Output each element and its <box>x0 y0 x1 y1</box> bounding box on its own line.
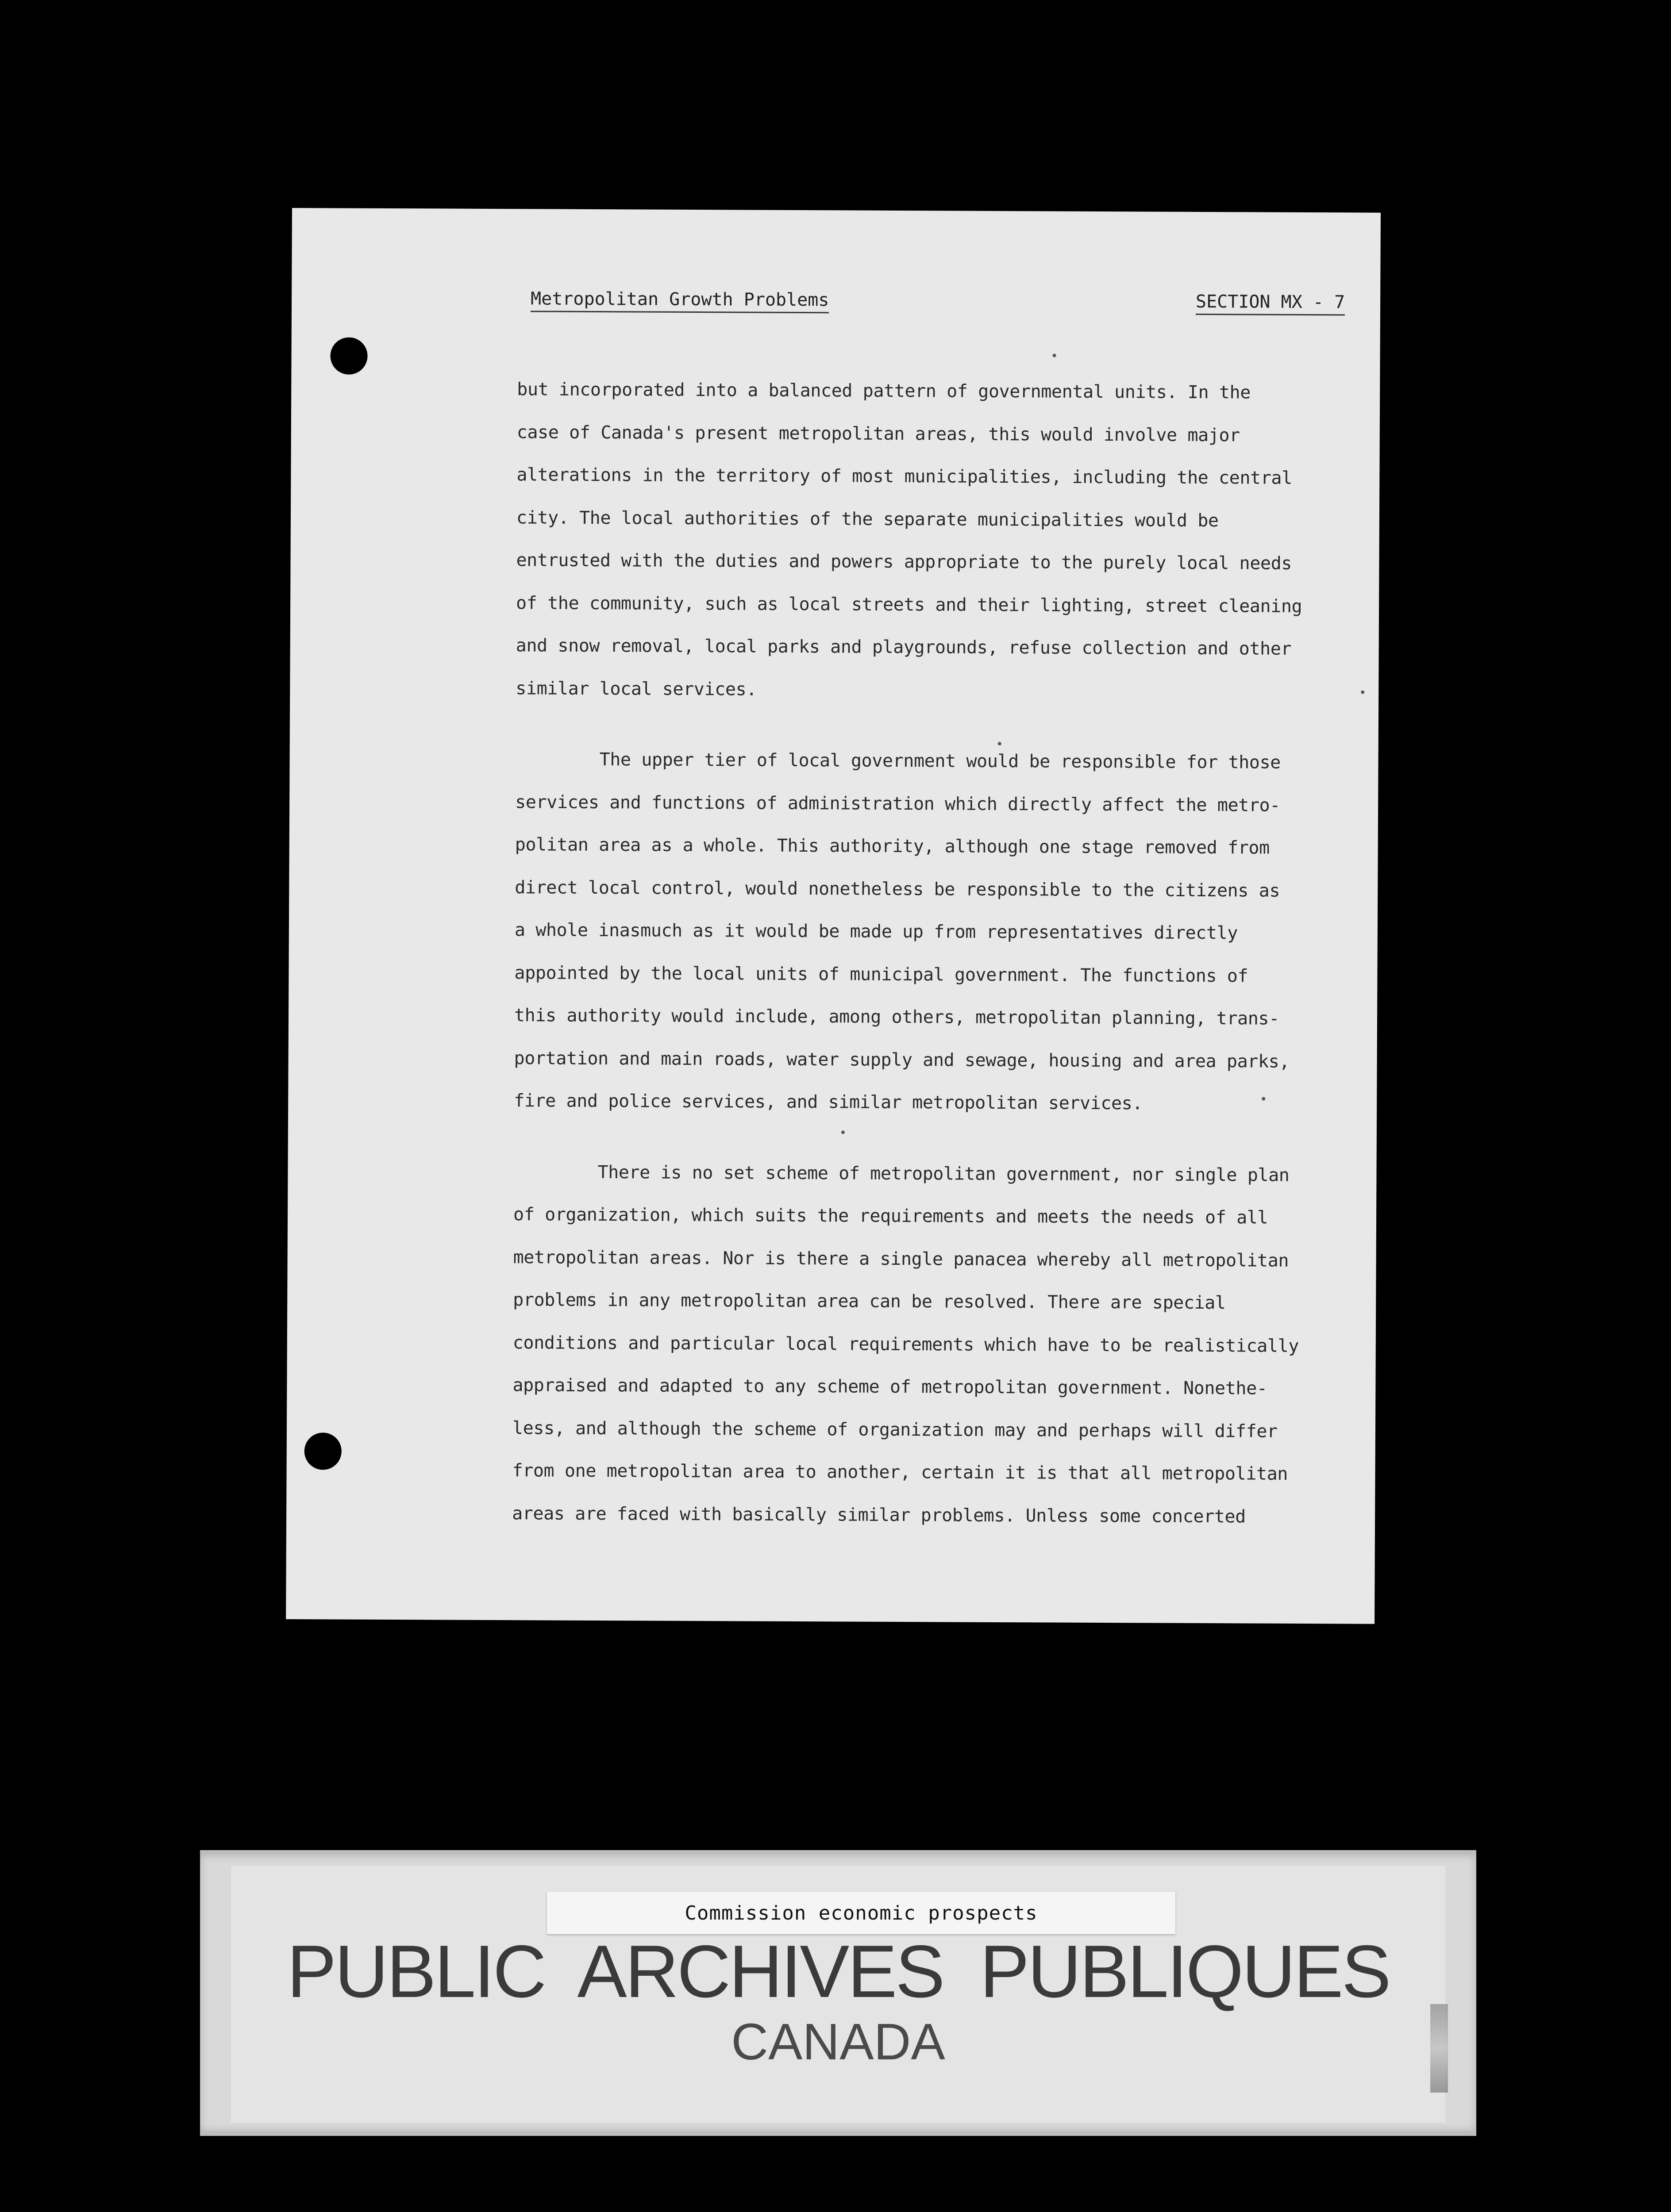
text-line: of organization, which suits the requirements and meets the needs of all <box>513 1204 1268 1228</box>
page-header-title: Metropolitan Growth Problems <box>531 288 829 313</box>
text-line: appointed by the local units of municipal government. The functions of <box>514 962 1248 986</box>
text-line: politan area as a whole. This authority, although one stage removed from <box>515 834 1270 858</box>
paragraph <box>514 738 1348 1126</box>
speck <box>1361 691 1364 694</box>
text-line: case of Canada's present metropolitan areas, this would involve major <box>516 422 1240 445</box>
speck <box>841 1130 845 1134</box>
text-line: problems in any metropolitan area can be resolved. There are special <box>513 1290 1226 1313</box>
paragraph-gap <box>514 1122 1346 1154</box>
archive-name: PUBLIC ARCHIVES PUBLIQUES <box>287 1930 1390 2013</box>
page-section-number: SECTION MX - 7 <box>1196 292 1345 315</box>
text-line: city. The local authorities of the separate municipalities would be <box>516 507 1219 531</box>
document-body <box>512 368 1349 1538</box>
text-line: services and functions of administration which directly affect the metro- <box>515 791 1281 816</box>
text-line: this authority would include, among others, metropolitan planning, trans- <box>514 1005 1279 1029</box>
text-line: a whole inasmuch as it would be made up from representatives directly <box>514 920 1238 944</box>
text-line: The upper tier of local government would be responsible for those <box>599 749 1281 773</box>
text-line: areas are faced with basically similar problems. Unless some concerted <box>512 1503 1246 1527</box>
text-line: alterations in the territory of most municipalities, including the central <box>516 465 1292 488</box>
punch-hole <box>304 1432 342 1470</box>
paragraph-gap <box>516 710 1348 741</box>
text-line: metropolitan areas. Nor is there a single panacea whereby all metropolitan <box>513 1247 1289 1271</box>
text-line: direct local control, would nonetheless be responsible to the citizens as <box>515 877 1280 901</box>
speck <box>1262 1097 1265 1101</box>
text-line: conditions and particular local requirements which have to be realistically <box>512 1332 1299 1356</box>
text-line: but incorporated into a balanced pattern of governmental units. In the <box>517 379 1251 403</box>
text-line: and snow removal, local parks and playgrounds, refuse collection and other <box>516 635 1292 659</box>
text-line: less, and although the scheme of organization may and perhaps will differ <box>512 1417 1278 1442</box>
text-line: fire and police services, and similar metropolitan services. <box>514 1091 1143 1114</box>
speck <box>998 742 1001 745</box>
archive-country: CANADA <box>731 2013 945 2070</box>
text-line: portation and main roads, water supply and sewage, housing and area parks, <box>514 1048 1290 1072</box>
punch-hole <box>330 337 367 374</box>
collection-name: Commission economic prospects <box>685 1901 1038 1924</box>
paragraph <box>512 1151 1346 1539</box>
text-line: There is no set scheme of metropolitan government, nor single plan <box>597 1162 1290 1186</box>
tape-mark <box>1430 2004 1448 2093</box>
collection-strip <box>547 1892 1175 1934</box>
paragraph <box>516 368 1349 713</box>
text-line: of the community, such as local streets and their lighting, street cleaning <box>516 592 1302 617</box>
speck <box>1053 354 1056 357</box>
text-line: from one metropolitan area to another, certain it is that all metropolitan <box>512 1460 1288 1484</box>
text-line: entrusted with the duties and powers appropriate to the purely local needs <box>516 550 1292 574</box>
text-line: appraised and adapted to any scheme of metropolitan government. Nonethe- <box>512 1375 1267 1399</box>
text-line: similar local services. <box>516 678 757 700</box>
document-page <box>286 208 1381 1624</box>
